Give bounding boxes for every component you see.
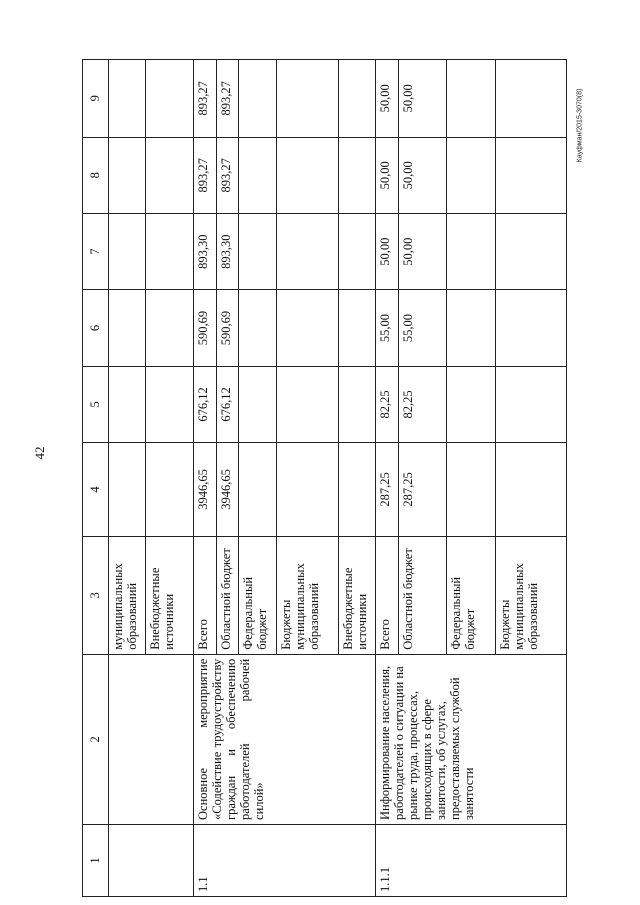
col-header: 5: [83, 366, 109, 442]
source-cell: муниципальных образований: [108, 536, 145, 654]
value-cell: 3946,65: [216, 443, 239, 537]
value-cell: 590,69: [193, 290, 216, 366]
value-cell: 893,27: [193, 60, 216, 138]
measure-title: Основное мероприятие «Содействие трудоустройству граждан и обеспечению работодателей рабочей силой»: [193, 654, 375, 824]
value-cell: 590,69: [216, 290, 239, 366]
source-cell: Федеральный бюджет: [446, 536, 496, 654]
value-cell: 676,12: [193, 366, 216, 442]
col-header: 4: [83, 443, 109, 537]
measure-title: Информирование населения, работодателей о ситуации на рынке труда, процессах, происходящих в сфере занятости, об услугах, предоставляемых службой занятости: [376, 654, 567, 824]
value-cell: 893,27: [216, 137, 239, 213]
value-cell: 287,25: [399, 443, 447, 537]
value-cell: 50,00: [376, 60, 399, 138]
value-cell: 893,27: [193, 137, 216, 213]
col-header: 6: [83, 290, 109, 366]
source-cell: Всего: [193, 536, 216, 654]
source-cell: Всего: [376, 536, 399, 654]
col-header: 2: [83, 654, 109, 824]
row-number: 1.1: [193, 824, 375, 896]
value-cell: 50,00: [399, 60, 447, 138]
table-row: [193, 60, 216, 897]
value-cell: 893,27: [216, 60, 239, 138]
source-cell: Бюджеты муниципальных образований: [496, 536, 567, 654]
budget-table: [82, 59, 567, 897]
col-header: 9: [83, 60, 109, 138]
col-header: 1: [83, 824, 109, 896]
value-cell: 893,30: [193, 213, 216, 289]
source-cell: Бюджеты муниципальных образований: [276, 536, 338, 654]
value-cell: 55,00: [399, 290, 447, 366]
value-cell: 50,00: [399, 137, 447, 213]
row-number: 1.1.1: [376, 824, 567, 896]
value-cell: 55,00: [376, 290, 399, 366]
source-cell: Федеральный бюджет: [239, 536, 276, 654]
source-cell: Областной бюджет: [216, 536, 239, 654]
document-code: Кауфман/2015-3070(8): [576, 88, 584, 163]
value-cell: 50,00: [399, 213, 447, 289]
source-cell: Внебюджетные источники: [146, 536, 194, 654]
value-cell: 287,25: [376, 443, 399, 537]
table-row: [108, 60, 145, 897]
source-cell: Областной бюджет: [399, 536, 447, 654]
empty-cell: [108, 654, 193, 824]
header-row: [83, 60, 109, 897]
budget-table-rotated: [82, 59, 567, 897]
value-cell: 50,00: [376, 213, 399, 289]
col-header: 8: [83, 137, 109, 213]
empty-cell: [108, 824, 193, 896]
col-header: 7: [83, 213, 109, 289]
value-cell: 82,25: [376, 366, 399, 442]
value-cell: 50,00: [376, 137, 399, 213]
source-cell: Внебюджетные источники: [338, 536, 375, 654]
value-cell: 676,12: [216, 366, 239, 442]
col-header: 3: [83, 536, 109, 654]
value-cell: 82,25: [399, 366, 447, 442]
table-row: [376, 60, 399, 897]
page-number: 42: [32, 446, 47, 460]
value-cell: 893,30: [216, 213, 239, 289]
value-cell: 3946,65: [193, 443, 216, 537]
